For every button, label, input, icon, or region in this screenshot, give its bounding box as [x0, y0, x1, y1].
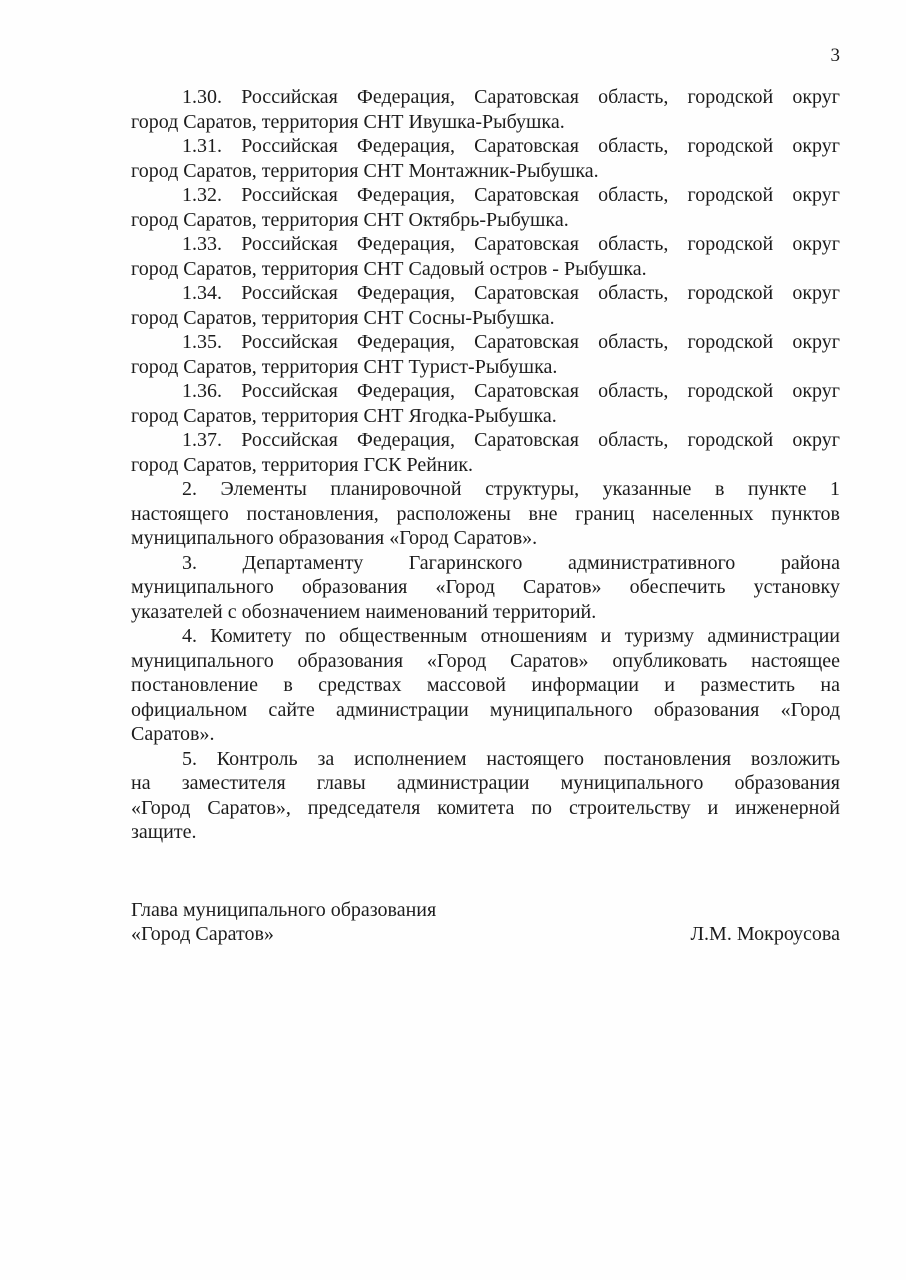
text-line: «Город Саратов», председателя комитета по строительству и инженерной: [131, 796, 840, 819]
paragraph: [131, 624, 840, 747]
paragraph: [131, 134, 840, 183]
text-line: город Саратов, территория СНТ Монтажник-Рыбушка.: [131, 159, 599, 182]
text-line: 1.36. Российская Федерация, Саратовская область, городской округ: [182, 380, 840, 402]
text-line: 1.35. Российская Федерация, Саратовская область, городской округ: [182, 331, 840, 353]
paragraph: [131, 85, 840, 134]
paragraph: [131, 281, 840, 330]
text-line: город Саратов, территория СНТ Садовый остров - Рыбушка.: [131, 257, 647, 280]
paragraph: [131, 551, 840, 625]
text-line: 1.33. Российская Федерация, Саратовская область, городской округ: [182, 233, 840, 255]
text-line: 2. Элементы планировочной структуры, указанные в пункте 1: [182, 478, 840, 500]
text-line: 1.31. Российская Федерация, Саратовская область, городской округ: [182, 135, 840, 157]
signatory-name: Л.М. Мокроусова: [690, 923, 840, 945]
text-line: 3. Департаменту Гагаринского административного района: [182, 551, 840, 574]
signatory-title-line-1: Глава муниципального образования: [131, 898, 437, 921]
paragraph: [131, 747, 840, 845]
text-line: на заместителя главы администрации муниципального образования: [131, 772, 840, 794]
document-body: [131, 85, 840, 845]
text-line: 5. Контроль за исполнением настоящего постановления возложить: [182, 747, 840, 770]
text-line: защите.: [131, 821, 197, 843]
text-line: город Саратов, территория СНТ Сосны-Рыбушка.: [131, 306, 555, 329]
text-line: город Саратов, территория СНТ Турист-Рыбушка.: [131, 355, 558, 378]
text-line: муниципального образования «Город Саратов» опубликовать настоящее: [131, 649, 840, 672]
text-line: постановление в средствах массовой информации и разместить на: [131, 674, 840, 696]
text-line: настоящего постановления, расположены вне границ населенных пунктов: [131, 502, 840, 525]
paragraph: [131, 232, 840, 281]
signatory-title-line-2: «Город Саратов»: [131, 923, 274, 945]
text-line: муниципального образования «Город Саратов».: [131, 527, 538, 549]
text-line: муниципального образования «Город Саратов» обеспечить установку: [131, 576, 840, 598]
paragraph: [131, 183, 840, 232]
paragraph: [131, 330, 840, 379]
text-line: город Саратов, территория СНТ Ягодка-Рыбушка.: [131, 404, 557, 427]
text-line: официальном сайте администрации муниципального образования «Город: [131, 698, 840, 721]
signature-block: [131, 898, 840, 947]
text-line: город Саратов, территория СНТ Октябрь-Рыбушка.: [131, 208, 569, 231]
text-line: 1.30. Российская Федерация, Саратовская область, городской округ: [182, 86, 840, 108]
text-line: 1.37. Российская Федерация, Саратовская область, городской округ: [182, 429, 840, 451]
signature-row: [131, 922, 840, 947]
text-line: указателей с обозначением наименований территорий.: [131, 600, 597, 623]
paragraph: [131, 477, 840, 551]
text-line: 4. Комитету по общественным отношениям и туризму администрации: [182, 625, 840, 647]
document-page: [131, 85, 840, 947]
paragraph: [131, 379, 840, 428]
page-number: 3: [830, 45, 840, 66]
paragraph: [131, 428, 840, 477]
text-line: Саратов».: [131, 723, 215, 745]
text-line: 1.34. Российская Федерация, Саратовская область, городской округ: [182, 282, 840, 304]
text-line: город Саратов, территория ГСК Рейник.: [131, 453, 474, 476]
text-line: город Саратов, территория СНТ Ивушка-Рыбушка.: [131, 110, 565, 133]
text-line: 1.32. Российская Федерация, Саратовская область, городской округ: [182, 184, 840, 206]
